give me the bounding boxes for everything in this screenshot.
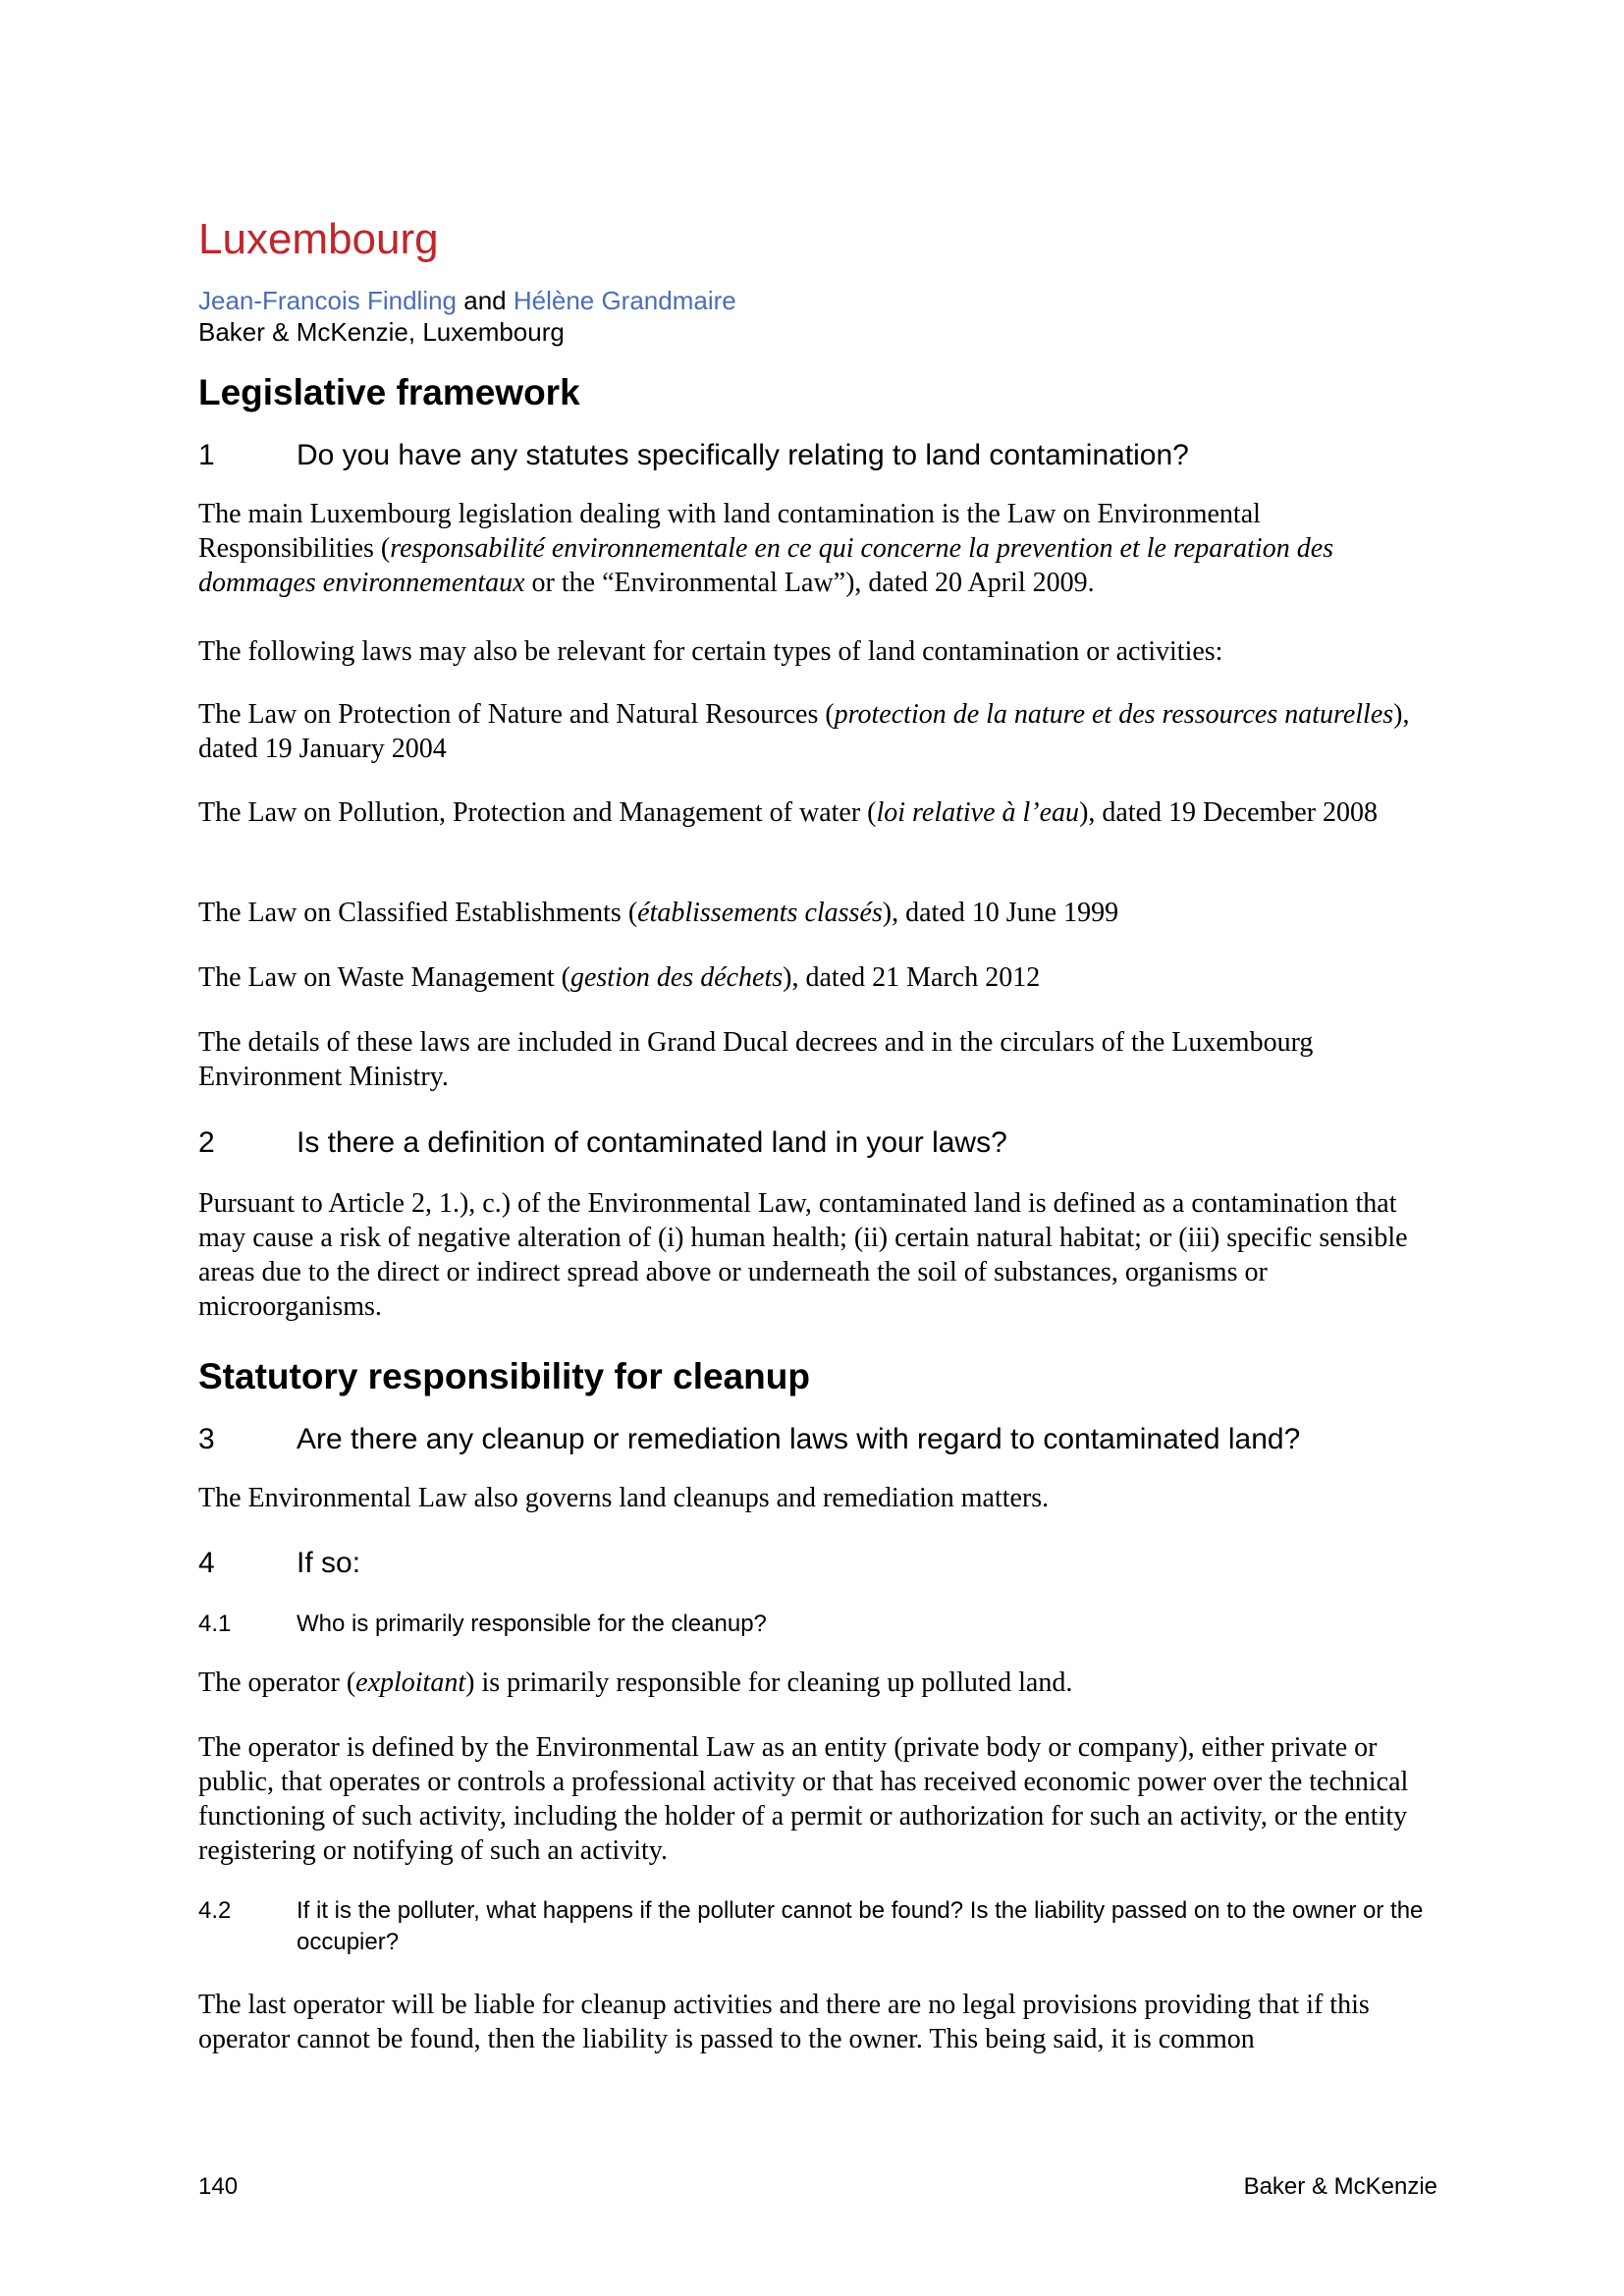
italic-term: exploitant xyxy=(355,1667,466,1698)
question-4 xyxy=(198,1546,1437,1581)
text-run: The Law on Protection of Nature and Natural Resources ( xyxy=(198,699,835,730)
question-text: Do you have any statutes specifically relating to land contamination? xyxy=(297,439,1189,471)
text-run: ) is primarily responsible for cleaning up polluted land. xyxy=(465,1667,1073,1698)
italic-term: responsabilité environnementale en ce qui concerne la prevention et le reparation des dommages environnementaux xyxy=(198,533,1334,598)
question-number: 4.2 xyxy=(198,1897,232,1924)
question-number: 4 xyxy=(198,1547,215,1579)
question-text: Are there any cleanup or remediation laws with regard to contaminated land? xyxy=(297,1423,1301,1455)
law-item-nature xyxy=(198,697,1437,766)
paragraph-operator-responsible xyxy=(198,1666,1437,1700)
paragraph-cleanup-laws: The Environmental Law also governs land cleanups and remediation matters. xyxy=(198,1483,1050,1513)
section-heading-legislative-framework: Legislative framework xyxy=(198,372,580,412)
text-run: or the “Environmental Law”), dated 20 April 2009. xyxy=(524,568,1095,598)
paragraph-main-legislation xyxy=(198,497,1437,600)
paragraph-definition: Pursuant to Article 2, 1.), c.) of the Environmental Law, contaminated land is defined as a contamination that may cause a risk of negative alteration of (i) human health; (ii) certain natural habitat; or (iii) specific sensible areas due to the direct or indirect spread above or underneath the soil of substances, organisms or microorganisms. xyxy=(198,1188,1408,1322)
text-run: The main Luxembourg legislation dealing with land contamination is the Law on Environmental Responsibilities ( xyxy=(198,499,1261,564)
section-heading-statutory-responsibility: Statutory responsibility for cleanup xyxy=(198,1356,810,1396)
question-number: 3 xyxy=(198,1423,215,1455)
question-1 xyxy=(198,438,1437,473)
italic-term: protection de la nature et des ressources naturelles xyxy=(834,699,1394,730)
question-number: 4.1 xyxy=(198,1611,232,1637)
italic-term: gestion des déchets xyxy=(569,962,784,993)
question-text: If so: xyxy=(297,1547,361,1579)
firm-name: Baker & McKenzie, Luxembourg xyxy=(198,317,565,347)
question-4-2 xyxy=(198,1895,1437,1958)
italic-term: établissements classés xyxy=(637,898,883,928)
law-item-water xyxy=(198,795,1437,830)
page-number: 140 xyxy=(198,2173,239,2200)
paragraph-decrees: The details of these laws are included in Grand Ducal decrees and in the circulars of the Luxembourg Environment Ministry. xyxy=(198,1027,1314,1092)
authors-conjunction: and xyxy=(457,286,514,315)
law-item-waste xyxy=(198,960,1437,995)
paragraph-last-operator: The last operator will be liable for cleanup activities and there are no legal provisions providing that if this operator cannot be found, then the liability is passed to the owner. This being said, it is common xyxy=(198,1990,1370,2054)
question-2 xyxy=(198,1125,1437,1161)
text-run: The Law on Waste Management ( xyxy=(198,962,570,993)
country-title: Luxembourg xyxy=(198,215,439,263)
text-run: The Law on Classified Establishments ( xyxy=(198,898,638,928)
text-run: ), dated 19 January 2004 xyxy=(198,699,1410,764)
text-run: ), dated 10 June 1999 xyxy=(882,898,1119,928)
author-link-findling[interactable]: Jean-Francois Findling xyxy=(198,286,458,315)
question-text: Is there a definition of contaminated land in your laws? xyxy=(297,1126,1007,1159)
question-number: 1 xyxy=(198,439,215,471)
question-number: 2 xyxy=(198,1126,215,1159)
text-run: The Law on Pollution, Protection and Management of water ( xyxy=(198,797,877,828)
italic-term: loi relative à l’eau xyxy=(876,797,1080,828)
question-3 xyxy=(198,1422,1437,1457)
question-text: Who is primarily responsible for the cleanup? xyxy=(297,1611,767,1637)
author-link-grandmaire[interactable]: Hélène Grandmaire xyxy=(513,286,736,315)
text-run: ), dated 21 March 2012 xyxy=(783,962,1041,993)
question-4-1 xyxy=(198,1609,1437,1640)
paragraph-operator-definition: The operator is defined by the Environmental Law as an entity (private body or company), either private or public, that operates or controls a professional activity or that has received economic power over the technical functioning of such activity, including the holder of a permit or authorization for such an activity, or the entity registering or notifying of such an activity. xyxy=(198,1732,1409,1866)
text-run: The operator ( xyxy=(198,1667,356,1698)
text-run: ), dated 19 December 2008 xyxy=(1079,797,1379,828)
footer-firm: Baker & McKenzie xyxy=(1243,2173,1437,2200)
law-item-classified-establishments xyxy=(198,896,1437,930)
question-text: If it is the polluter, what happens if the polluter cannot be found? Is the liability passed on to the owner or the occupier? xyxy=(297,1897,1424,1955)
authors-line xyxy=(198,285,736,316)
paragraph-following-laws: The following laws may also be relevant for certain types of land contamination or activities: xyxy=(198,636,1223,667)
